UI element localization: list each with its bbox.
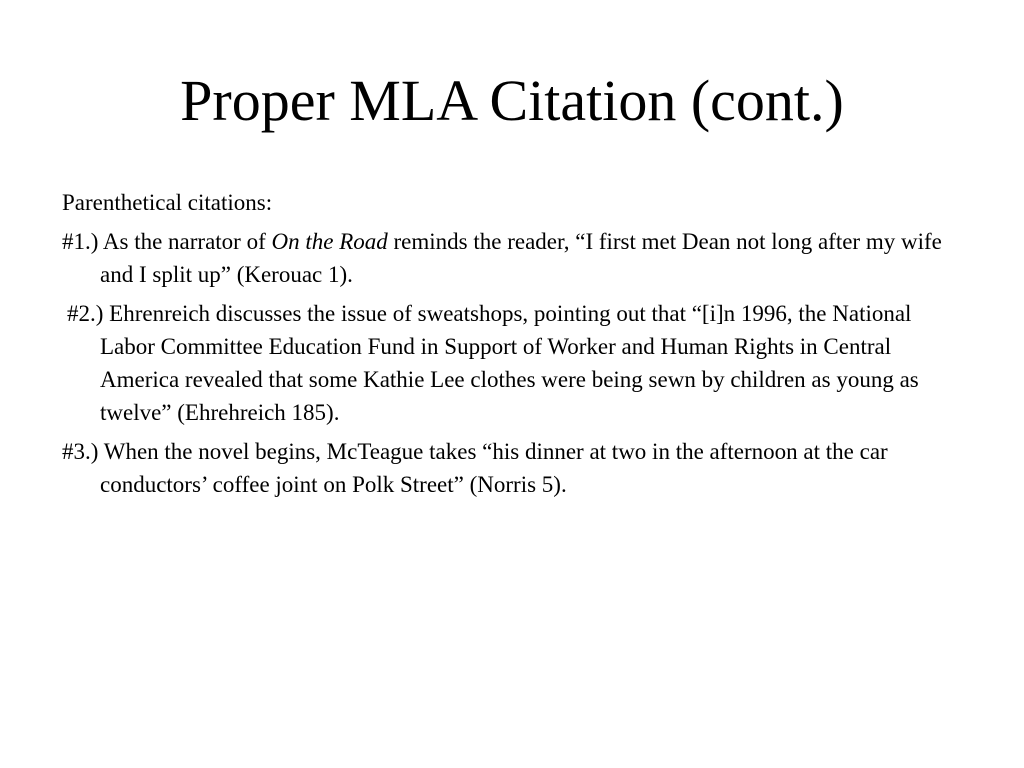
citation-example-2: #2.) Ehrenreich discusses the issue of sweatshops, pointing out that “[i]n 1996, the National Labor Committee Education Fund in Support of Worker and Human Rights in Central America revealed that some Kathie Lee clothes were being sewn by children as young as twelve” (Ehrehreich 185).: [67, 301, 919, 425]
book-title-italic: On the Road: [271, 229, 388, 254]
citation-example-3: #3.) When the novel begins, McTeague takes “his dinner at two in the afternoon at the car conductors’ coffee joint on Polk Street” (Norris 5).: [62, 439, 888, 497]
slide-title: Proper MLA Citation (cont.): [180, 68, 844, 133]
example-1-lead: #1.) As the narrator of: [62, 229, 272, 254]
intro-text: Parenthetical citations:: [62, 190, 273, 215]
citation-example-1: [62, 225, 972, 291]
example-1-rest: reminds the reader, “I first met Dean not long after my wife and I split up” (Kerouac 1).: [100, 229, 942, 287]
slide-body: [62, 186, 972, 507]
